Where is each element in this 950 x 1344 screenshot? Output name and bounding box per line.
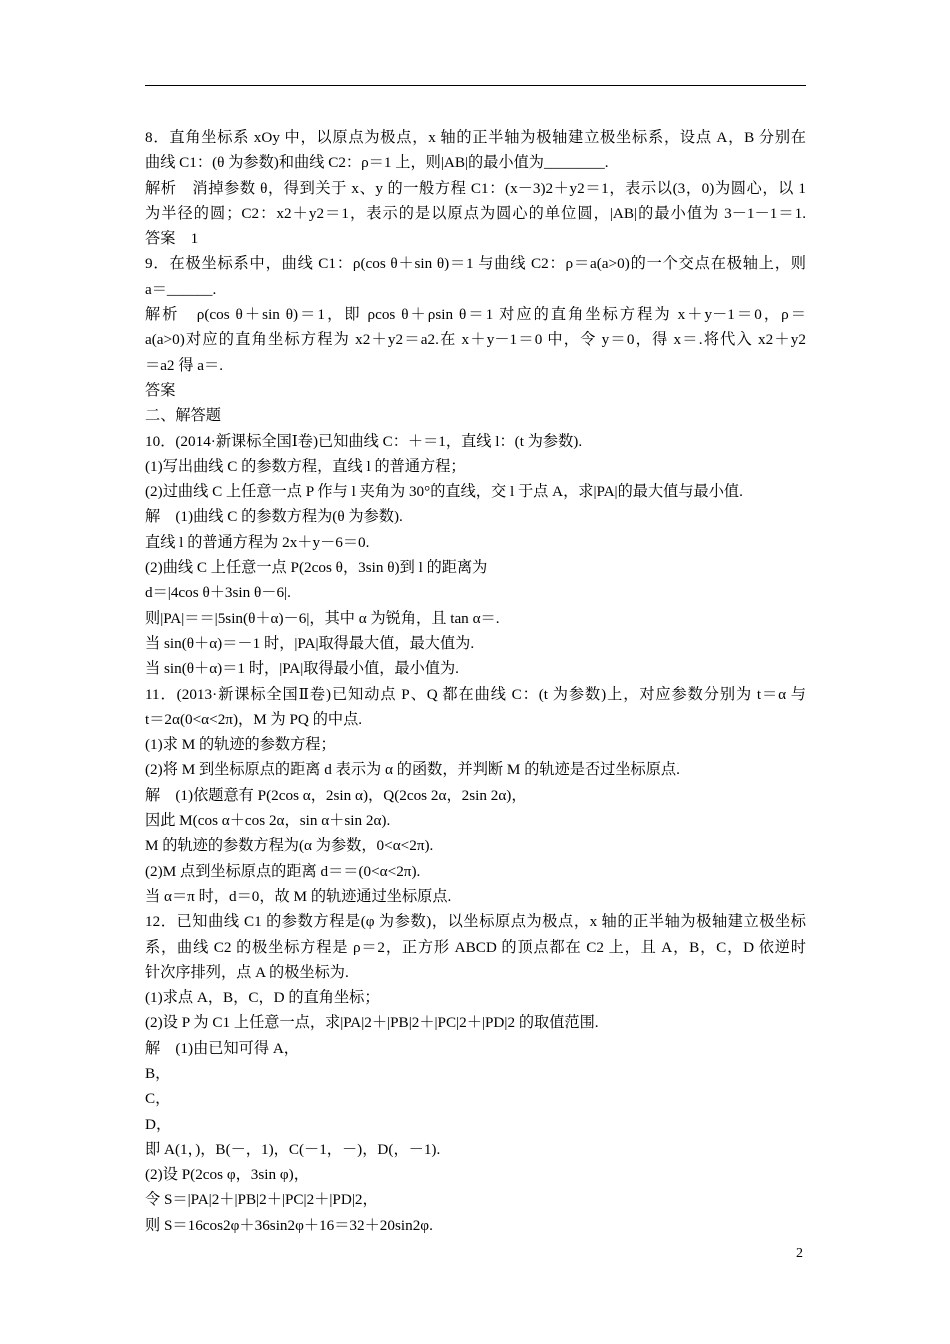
text-line: t＝2α(0<α<2π)，M 为 PQ 的中点. <box>145 710 363 728</box>
text-line: 系，曲线 C2 的极坐标方程是 ρ＝2，正方形 ABCD 的顶点都在 C2 上，且 A，B，C，D 依逆时 <box>145 938 806 956</box>
text-line: 则|PA|＝＝|5sin(θ＋α)－6|，其中 α 为锐角，且 tan α＝. <box>145 609 500 627</box>
text-line: 10．(2014·新课标全国Ⅰ卷)已知曲线 C：＋＝1，直线 l：(t 为参数). <box>145 432 583 450</box>
text-line: 当 sin(θ＋α)＝－1 时，|PA|取得最大值，最大值为. <box>145 634 475 652</box>
text-line: 当 sin(θ＋α)＝1 时，|PA|取得最小值，最小值为. <box>145 660 459 678</box>
text-line: 针次序排列，点 A 的极坐标为. <box>145 963 349 981</box>
text-line: 令 S＝|PA|2＋|PB|2＋|PC|2＋|PD|2， <box>145 1191 378 1209</box>
text-line: B， <box>145 1064 171 1082</box>
text-line: (2)过曲线 C 上任意一点 P 作与 l 夹角为 30°的直线，交 l 于点 A，求|PA|的最大值与最小值. <box>145 483 743 501</box>
text-line: 为半径的圆；C2：x2＋y2＝1，表示的是以原点为圆心的单位圆，|AB|的最小值为 3－1－1＝1. <box>145 204 806 222</box>
text-line: (1)求 M 的轨迹的参数方程； <box>145 736 336 754</box>
text-line: a(a>0)对应的直角坐标方程为 x2＋y2＝a2.在 x＋y－1＝0 中，令 y＝0，得 x＝.将代入 x2＋y2 <box>145 331 806 349</box>
text-line: (1)求点 A，B，C，D 的直角坐标； <box>145 989 380 1007</box>
text-line: 12．已知曲线 C1 的参数方程是(φ 为参数)，以坐标原点为极点，x 轴的正半轴为极轴建立极坐标 <box>145 913 806 931</box>
text-line: M 的轨迹的参数方程为(α 为参数，0<α<2π). <box>145 837 434 855</box>
text-line: 答案 1 <box>145 230 199 248</box>
text-line: 则 S＝16cos2φ＋36sin2φ＋16＝32＋20sin2φ. <box>145 1216 433 1234</box>
text-line: 当 α＝π 时，d＝0，故 M 的轨迹通过坐标原点. <box>145 887 452 905</box>
text-line: 解 (1)由已知可得 A， <box>145 1039 299 1057</box>
text-line: C， <box>145 1090 171 1108</box>
text-line: (2)M 点到坐标原点的距离 d＝＝(0<α<2π). <box>145 862 421 880</box>
text-line: 9．在极坐标系中，曲线 C1：ρ(cos θ＋sin θ)＝1 与曲线 C2：ρ＝a(a>0)的一个交点在极轴上，则 <box>145 255 806 273</box>
text-line: ＝a2 得 a＝. <box>145 356 224 374</box>
text-line: 解 (1)依题意有 P(2cos α，2sin α)，Q(2cos 2α，2sin 2α)， <box>145 786 527 804</box>
text-line: 直线 l 的普通方程为 2x＋y－6＝0. <box>145 533 370 551</box>
text-line: 答案 <box>145 381 176 399</box>
text-line: 解析 ρ(cos θ＋sin θ)＝1，即 ρcos θ＋ρsin θ＝1 对应的直角坐标方程为 x＋y－1＝0，ρ＝ <box>145 306 806 324</box>
text-line: 即 A(1，)，B(－，1)，C(－1，－)，D(，－1). <box>145 1140 441 1158</box>
text-line: D， <box>145 1115 172 1133</box>
text-line: (2)设 P 为 C1 上任意一点，求|PA|2＋|PB|2＋|PC|2＋|PD|2 的取值范围. <box>145 1014 599 1032</box>
page-number: 2 <box>796 1246 803 1261</box>
header-rule <box>145 85 806 86</box>
text-line: a＝______. <box>145 280 217 298</box>
text-line: (1)写出曲线 C 的参数方程，直线 l 的普通方程； <box>145 457 466 475</box>
text-line: (2)将 M 到坐标原点的距离 d 表示为 α 的函数，并判断 M 的轨迹是否过坐标原点. <box>145 761 680 779</box>
text-line: (2)曲线 C 上任意一点 P(2cos θ，3sin θ)到 l 的距离为 <box>145 559 488 577</box>
text-line: 解析 消掉参数 θ，得到关于 x、y 的一般方程 C1：(x－3)2＋y2＝1，表示以(3，0)为圆心，以 1 <box>145 179 806 197</box>
text-line: d＝|4cos θ＋3sin θ－6|. <box>145 584 291 602</box>
text-line: (2)设 P(2cos φ，3sin φ)， <box>145 1166 309 1184</box>
document-body <box>145 125 806 1238</box>
text-line: 11．(2013·新课标全国Ⅱ卷)已知动点 P、Q 都在曲线 C：(t 为参数)上，对应参数分别为 t＝α 与 <box>145 685 806 703</box>
text-line: 解 (1)曲线 C 的参数方程为(θ 为参数). <box>145 508 403 526</box>
text-line: 因此 M(cos α＋cos 2α，sin α＋sin 2α). <box>145 812 391 830</box>
section-heading: 二、解答题 <box>145 407 221 425</box>
text-line: 8．直角坐标系 xOy 中，以原点为极点，x 轴的正半轴为极轴建立极坐标系，设点 A，B 分别在 <box>145 129 806 146</box>
text-line: 曲线 C1：(θ 为参数)和曲线 C2：ρ＝1 上，则|AB|的最小值为________. <box>145 154 609 172</box>
